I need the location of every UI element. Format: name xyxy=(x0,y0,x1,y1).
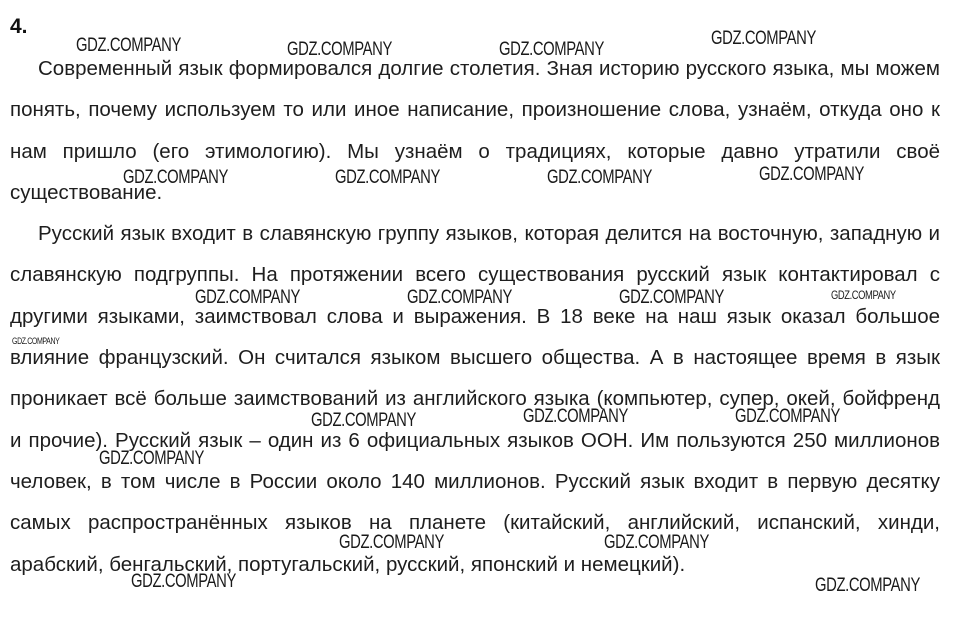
paragraph-2: Русский язык входит в славянскую группу языков, которая делится на восточную, западную и славянскую подгруппы. На протяжении всего существования русский язык контактировал с другими языками, заимствовал слова и выражения. В 18 веке на наш язык оказал большое влияние французский. Он считался языком высшего общества. А в настоящее время в язык проникает всё больше заимствований из английского языка (компьютер, супер, окей, бойфренд и прочие). Русский язык – один из 6 официальных языков ООН. Им пользуются 250 миллионов человек, в том числе в России около 140 миллионов. Русский язык входит в первую десятку самых распространённых языков на планете (китайский, английский, испанский, хинди, арабский, бенгальский, португальский, русский, японский и немецкий). xyxy=(10,222,940,576)
watermark: GDZ.COMPANY xyxy=(99,448,204,469)
watermark: GDZ.COMPANY xyxy=(335,167,440,188)
watermark: GDZ.COMPANY xyxy=(287,39,392,60)
task-number: 4. xyxy=(10,15,28,38)
watermark: GDZ.COMPANY xyxy=(195,287,300,308)
watermark: GDZ.COMPANY xyxy=(547,167,652,188)
watermark: GDZ.COMPANY xyxy=(735,406,840,427)
watermark: GDZ.COMPANY xyxy=(604,532,709,553)
paragraph-1: Современный язык формировался долгие столетия. Зная историю русского языка, мы можем понять, почему используем то или иное написание, произношение слова, узнаём, откуда оно к нам пришло (его этимологию). Мы узнаём о традициях, которые давно утратили своё существование. xyxy=(10,57,940,204)
watermark: GDZ.COMPANY xyxy=(131,571,236,592)
watermark: GDZ.COMPANY xyxy=(76,35,181,56)
watermark: GDZ.COMPANY xyxy=(339,532,444,553)
watermark: GDZ.COMPANY xyxy=(711,28,816,49)
watermark: GDZ.COMPANY xyxy=(12,336,60,346)
watermark: GDZ.COMPANY xyxy=(523,406,628,427)
watermark: GDZ.COMPANY xyxy=(123,167,228,188)
watermark: GDZ.COMPANY xyxy=(815,575,920,596)
watermark: GDZ.COMPANY xyxy=(407,287,512,308)
watermark: GDZ.COMPANY xyxy=(499,39,604,60)
watermark: GDZ.COMPANY xyxy=(759,164,864,185)
answer-text xyxy=(10,48,940,585)
watermark: GDZ.COMPANY xyxy=(831,288,896,302)
watermark: GDZ.COMPANY xyxy=(619,287,724,308)
watermark: GDZ.COMPANY xyxy=(311,410,416,431)
